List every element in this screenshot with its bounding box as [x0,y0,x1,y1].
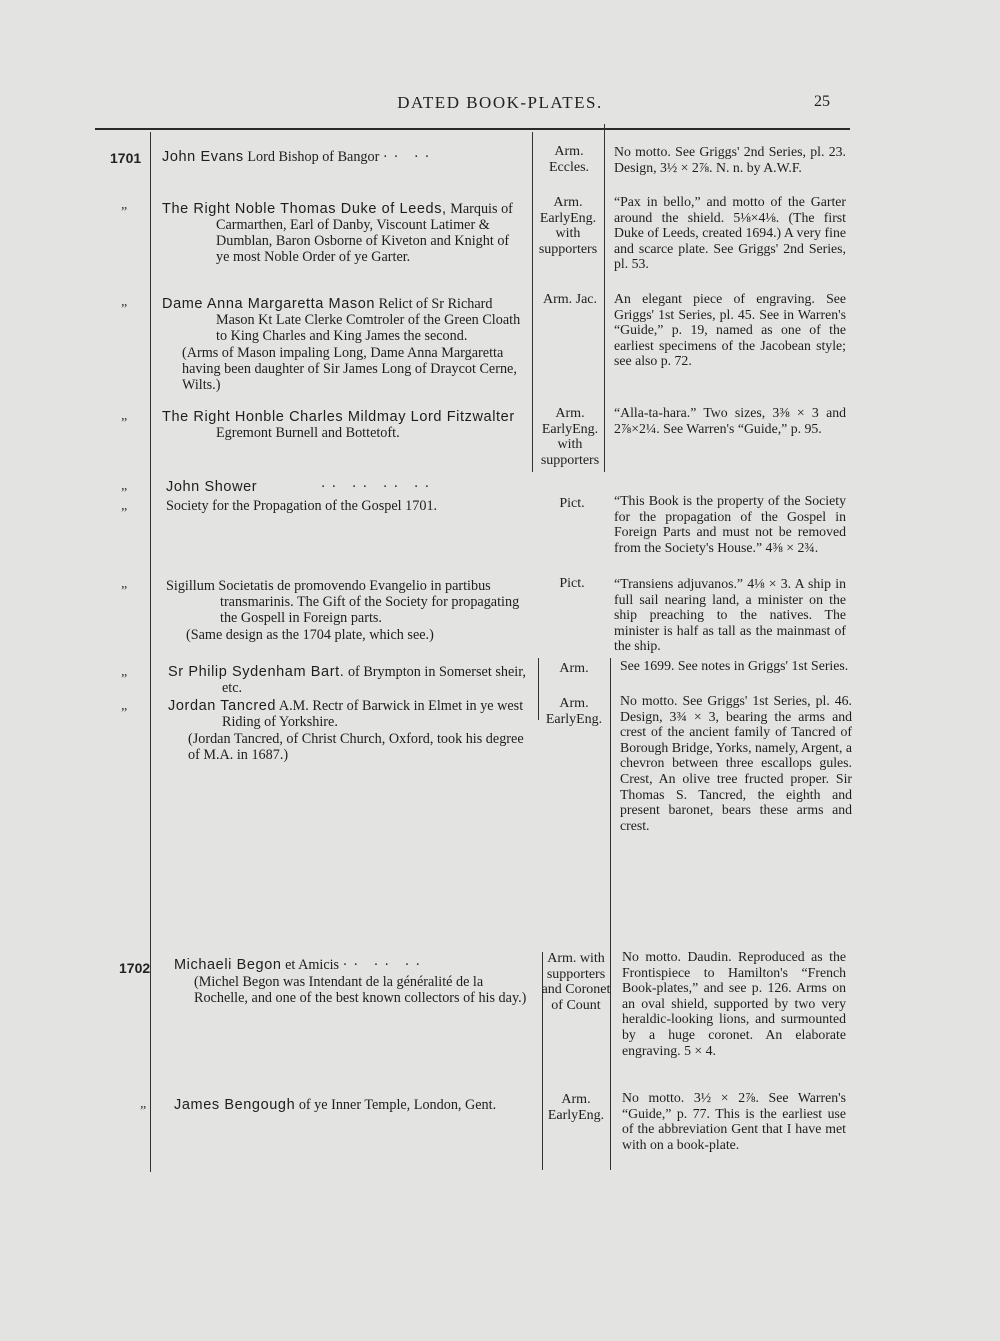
ditto-mark: ” [140,1104,147,1119]
entry-name [166,479,526,495]
entry-notes: “This Book is the property of the Society for the propagation of the Gospel in Foreign Parts and must not be removed from the Society's House.” 4⅜ × 2¾. [614,493,846,555]
entry-name [162,409,522,441]
ditto-mark: ” [121,416,128,431]
ditto-mark: ” [121,506,128,521]
entry-name [162,201,522,265]
entry-name-rest: Sigillum Societatis de promovendo Evangelio in partibus transmarinis. The Gift of the Society for propagating the Gospell in Foreign parts. [166,578,520,626]
entry-name-lead: James Bengough [174,1097,296,1113]
entry-name-rest: Egremont Burnell and Bottetoft. [216,425,400,441]
column-rule-style-left [532,132,533,472]
entry-style: Pict. [559,576,585,591]
entry-style: Arm. Eccles. [548,144,590,175]
ditto-mark: ” [121,302,128,317]
entry-name-rest: A.M. Rectr of Barwick in Elmet in ye west Riding of Yorkshire. [222,698,524,730]
entry-name-lead: Michaeli Begon [174,957,282,973]
entry-name [166,498,526,514]
entry-note: (Jordan Tancred, of Christ Church, Oxford, took his degree of M.A. in 1687.) [188,731,524,763]
entry-name-lead: Jordan Tancred [168,698,277,714]
header-rule [95,128,850,130]
entry-name [166,578,526,643]
entry-name-rest: of Brympton in Somerset sheir, etc. [222,664,526,696]
entry-name-lead: The Right Noble Thomas Duke of Leeds, [162,201,447,217]
entry-name-rest: et Amicis [281,957,340,973]
page-number: 25 [814,93,830,110]
entry-style: Pict. [559,496,585,511]
entry-name-rest: Relict of Sr Richard Mason Kt Late Clerke Comtroler of the Green Cloath to King Charles and King James the second. [216,296,521,344]
entry-notes: “Transiens adjuvanos.” 4⅛ × 3. A ship in full sail nearing land, a minister on the ship preaching to the natives. The minister is half as tall as the mainmast of the ship. [614,576,846,654]
running-title: DATED BOOK-PLATES. [397,93,603,112]
entry-notes: See 1699. See notes in Griggs' 1st Series. [620,658,849,673]
entry-name-rest: Society for the Propagation of the Gospel 1701. [166,498,438,514]
entry-notes: “Alla-ta-hara.” Two sizes, 3⅜ × 3 and 2⅞×2¼. See Warren's “Guide,” p. 95. [614,405,846,436]
entry-name-lead: John Shower [166,479,258,495]
entry-name-lead: Dame Anna Margaretta Mason [162,296,376,312]
entry-name-rest: Marquis of Carmarthen, Earl of Danby, Viscount Latimer & Dumblan, Baron Osborne of Kiveton and Knight of ye most Noble Order of ye Garter. [216,201,513,265]
ditto-mark: ” [121,584,128,599]
entry-name-lead: Sr Philip Sydenham Bart. [168,664,345,680]
entry-style: Arm. EarlyEng. [545,696,603,727]
entry-year: 1701 [110,150,142,166]
entry-note: (Arms of Mason impaling Long, Dame Anna Margaretta having been daughter of Sir James Long of Draycot Cerne, Wilts.) [182,345,517,393]
entry-notes: “Pax in bello,” and motto of the Garter around the shield. 5⅛×4⅛. (The first Duke of Leeds, created 1694.) A very fine and scarce plate. See Griggs' 2nd Series, pl. 53. [614,194,846,272]
ditto-mark: ” [121,706,128,721]
entry-note: (Same design as the 1704 plate, which see.) [186,627,434,643]
entry-name [168,664,528,696]
entry-name [162,296,522,393]
entry-name [168,698,528,763]
entry-name [174,1097,528,1113]
entry-style: Arm. EarlyEng. with supporters [540,406,600,468]
ditto-mark: ” [121,205,128,220]
entry-name [162,149,522,165]
entry-note: (Michel Begon was Intendant de la généralité de la Rochelle, and one of the best known collectors of his day.) [194,974,527,1006]
entry-notes: No motto. See Griggs' 2nd Series, pl. 23. Design, 3½ × 2⅞. N. n. by A.W.F. [614,144,846,175]
entry-name-lead: John Evans [162,149,244,165]
entry-notes: An elegant piece of engraving. See Griggs' 1st Series, pl. 45. See in Warren's “Guide,” p. 19, named as one of the earliest specimens of the Jacobean style; see also p. 72. [614,291,846,369]
entry-notes: No motto. 3½ × 2⅞. See Warren's “Guide,” p. 77. This is the earliest use of the abbreviation Gent that I have met with on a book-plate. [622,1090,846,1152]
dot-leaders: ·· ·· ·· [342,957,427,973]
entry-notes: No motto. See Griggs' 1st Series, pl. 46. Design, 3¾ × 3, bearing the arms and crest of the ancient family of Tancred of Borough Bridge, Yorks, namely, Argent, a chevron between three escallops gules. Crest, An olive tree fructed proper. Sir Thomas S. Tancred, the eighth and present baronet, bears these arms and crest. [620,693,852,833]
entry-style: Arm. EarlyEng. with supporters [538,195,598,257]
entry-year: 1702 [119,960,151,976]
dot-leaders: ·· ·· [382,149,436,165]
ditto-mark: ” [121,672,128,687]
entry-style: Arm. with supporters and Coronet of Count [541,951,611,1013]
ditto-mark: ” [121,486,128,501]
column-rule-left [150,132,151,1172]
dot-leaders: ·· ·· ·· ·· [320,479,436,495]
entry-name-lead: The Right Honble Charles Mildmay Lord Fitzwalter [162,409,515,425]
entry-style: Arm. EarlyEng. [547,1092,605,1123]
entry-style: Arm. Jac. [542,292,598,307]
entry-name [174,957,528,1006]
entry-style: Arm. [559,661,589,676]
entry-name-rest: Lord Bishop of Bangor [243,149,380,165]
entry-notes: No motto. Daudin. Reproduced as the Frontispiece to Hamilton's “French Book-plates,” and see p. 126. Arms on an oval shield, supported by two very heraldic-looking lions, and surmounted by a huge coronet. An elaborate engraving. 5 × 4. [622,949,846,1058]
entry-name-rest: of ye Inner Temple, London, Gent. [295,1097,497,1113]
